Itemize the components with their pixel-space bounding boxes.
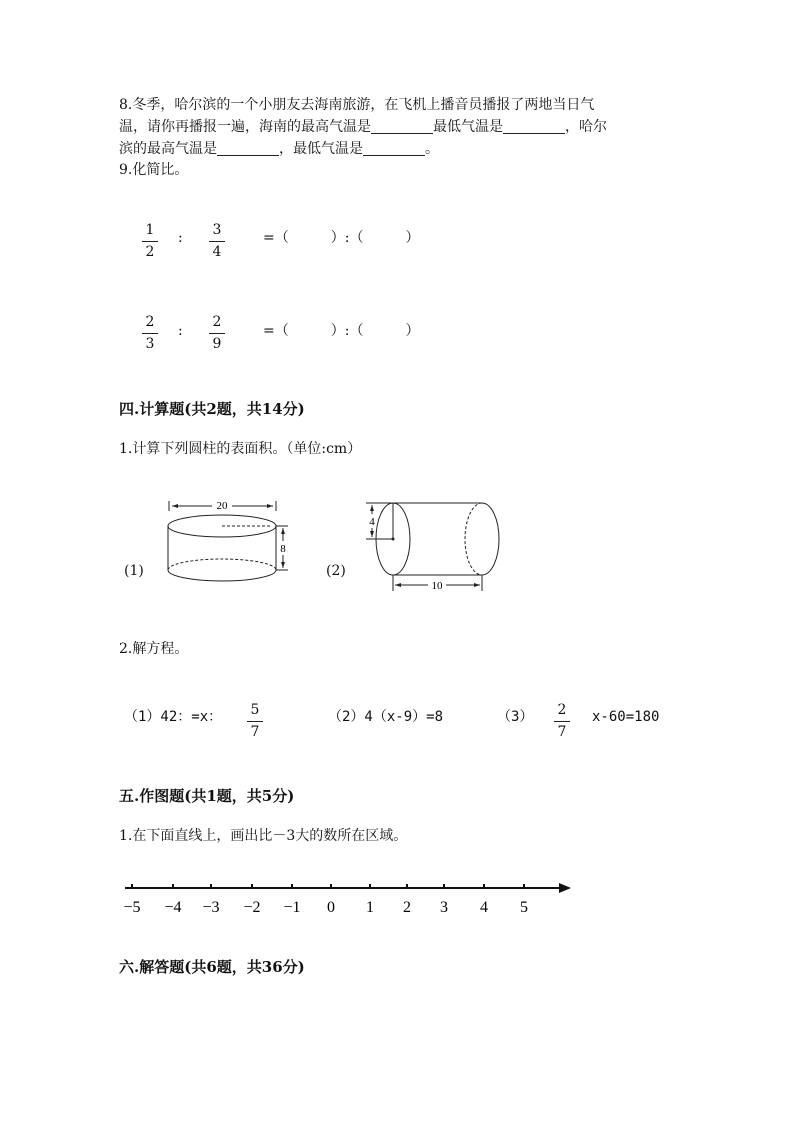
answer-blank[interactable] xyxy=(371,119,433,134)
question-text: 1.计算下列圆柱的表面积。（单位:cm） xyxy=(119,441,362,457)
number-line-tick-label: 5 xyxy=(520,899,528,916)
q8-text: 滨的最高气温是 xyxy=(119,141,217,157)
arrow-icon xyxy=(559,883,571,893)
answer-blank[interactable] xyxy=(217,141,279,156)
number-line-tick-label: 3 xyxy=(440,899,448,916)
denominator: 7 xyxy=(557,724,567,740)
denominator: 2 xyxy=(145,244,155,260)
number-line-tick-label: −1 xyxy=(283,899,301,916)
fraction-bar xyxy=(209,241,225,242)
cylinder-figure-1 xyxy=(160,495,300,585)
number-line-tick-label: 1 xyxy=(366,899,374,916)
number-line-tick-label: 4 xyxy=(480,899,488,916)
numerator: 1 xyxy=(145,222,155,238)
number-line[interactable] xyxy=(115,872,585,922)
ratio-colon: : xyxy=(178,323,183,339)
number-line-tick-label: −3 xyxy=(202,899,220,916)
numerator: 2 xyxy=(557,702,567,718)
number-line-tick-label: 2 xyxy=(403,899,411,916)
fraction xyxy=(140,314,160,353)
q8-text: 。 xyxy=(425,141,439,157)
numerator: 2 xyxy=(212,314,222,330)
question-text: 2.解方程。 xyxy=(119,641,189,657)
question-text: 1.在下面直线上，画出比－3大的数所在区域。 xyxy=(119,828,408,844)
section-heading: 四.计算题(共2题，共14分) xyxy=(119,400,305,418)
fraction-bar xyxy=(554,721,570,722)
ratio-answer[interactable]: =（ ）:（ ） xyxy=(263,323,420,339)
fraction xyxy=(140,222,160,261)
denominator: 4 xyxy=(212,244,222,260)
q8-line-2 xyxy=(119,116,607,138)
dimension-label: 8 xyxy=(280,543,286,555)
number-line-tick-label: −2 xyxy=(243,899,261,916)
numerator: 5 xyxy=(250,702,260,718)
fraction-bar xyxy=(247,721,263,722)
fraction-bar xyxy=(142,333,158,334)
cylinder-figure-2 xyxy=(360,495,510,595)
fraction-bar xyxy=(142,241,158,242)
fraction xyxy=(245,702,265,741)
dimension-label: 10 xyxy=(431,580,443,592)
number-line-tick-label: 0 xyxy=(327,899,335,916)
dimension-label: 4 xyxy=(369,516,375,528)
q8-text: ，哈尔 xyxy=(565,119,607,135)
q8-line-1: 8.冬季，哈尔滨的一个小朋友去海南旅游，在飞机上播音员播报了两地当日气 xyxy=(119,97,595,113)
ratio-answer[interactable]: =（ ）:（ ） xyxy=(263,230,420,246)
q8-text: ，最低气温是 xyxy=(279,141,363,157)
fraction xyxy=(207,314,227,353)
q8-text: 温，请你再播报一遍，海南的最高气温是 xyxy=(119,119,371,135)
figure-label: (1) xyxy=(124,563,144,579)
q8-line-3 xyxy=(119,138,439,160)
equation-1: （1）42：=x： xyxy=(124,709,223,725)
numerator: 3 xyxy=(212,222,222,238)
fraction xyxy=(552,702,572,741)
equation-3-label: （3） xyxy=(497,709,534,725)
q9-title: 9.化简比。 xyxy=(119,162,189,178)
equation-3: x-60=180 xyxy=(592,709,660,725)
dimension-label: 20 xyxy=(216,500,228,512)
answer-blank[interactable] xyxy=(503,119,565,134)
section-heading: 六.解答题(共6题，共36分) xyxy=(119,958,305,976)
figure-label: (2) xyxy=(326,563,346,579)
equation-2: （2）4（x-9）=8 xyxy=(328,709,444,725)
denominator: 9 xyxy=(212,336,222,352)
fraction xyxy=(207,222,227,261)
q8-text: 最低气温是 xyxy=(433,119,503,135)
answer-blank[interactable] xyxy=(363,141,425,156)
ratio-colon: : xyxy=(178,230,183,246)
fraction-bar xyxy=(209,333,225,334)
number-line-tick-label: −4 xyxy=(164,899,182,916)
section-heading: 五.作图题(共1题，共5分) xyxy=(119,787,295,805)
number-line-tick-label: −5 xyxy=(123,899,141,916)
denominator: 3 xyxy=(145,336,155,352)
denominator: 7 xyxy=(250,724,260,740)
numerator: 2 xyxy=(145,314,155,330)
